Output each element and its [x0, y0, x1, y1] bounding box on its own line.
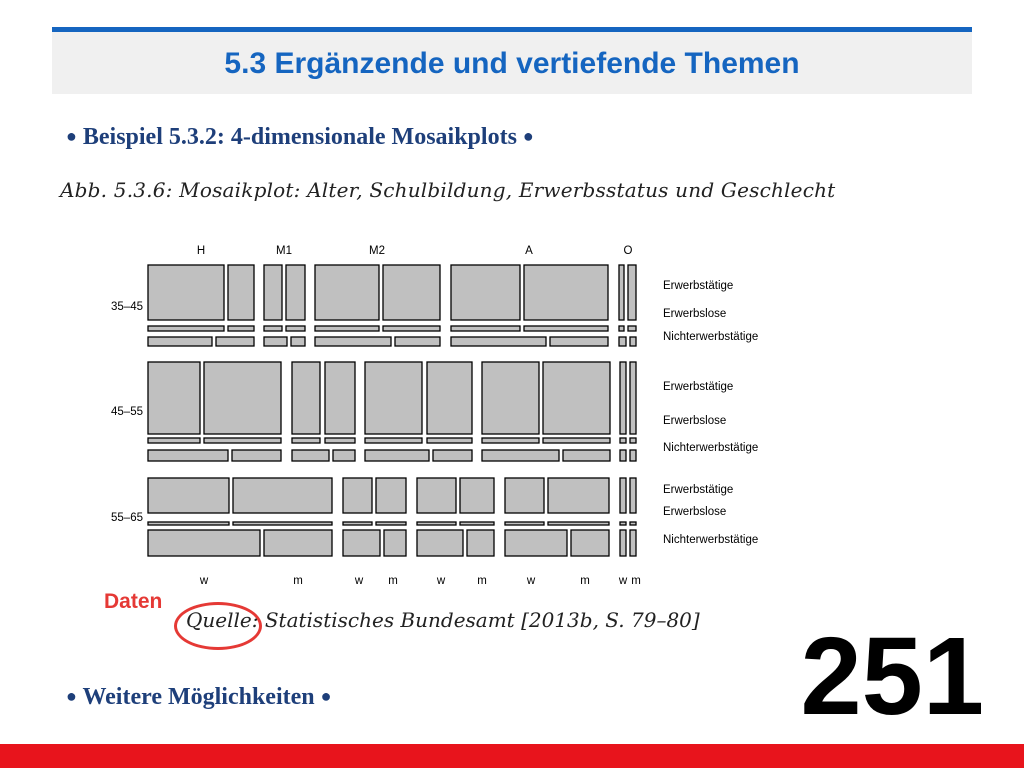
mosaic-tile [148, 265, 224, 320]
mosaic-tile [482, 450, 559, 461]
mosaic-tile [376, 478, 406, 513]
mosaic-status-label: Erwerbslose [663, 415, 727, 427]
mosaic-tile [343, 478, 372, 513]
mosaic-tile [630, 522, 636, 525]
mosaic-sex-label: m [293, 575, 303, 587]
mosaic-tile [383, 326, 440, 331]
mosaic-tile [264, 265, 282, 320]
mosaic-tile [292, 362, 320, 434]
mosaic-tile [433, 450, 472, 461]
mosaic-status-label: Nichterwerbstätige [663, 331, 759, 343]
mosaic-sex-label: m [631, 575, 641, 587]
mosaic-status-label: Erwerbslose [663, 506, 727, 518]
mosaic-tile [315, 337, 391, 346]
mosaic-status-label: Nichterwerbstätige [663, 442, 759, 454]
mosaic-tile [427, 362, 472, 434]
mosaic-sex-label: m [388, 575, 398, 587]
mosaic-tile [563, 450, 610, 461]
mosaic-tile [148, 450, 228, 461]
mosaic-tile [451, 326, 520, 331]
mosaic-tile [630, 438, 636, 443]
mosaic-tile [543, 362, 610, 434]
mosaic-tile [233, 478, 332, 513]
mosaic-tile [264, 326, 282, 331]
mosaic-tile [395, 337, 440, 346]
mosaic-tile [628, 265, 636, 320]
mosaic-tile [216, 337, 254, 346]
mosaic-tile [232, 450, 281, 461]
mosaic-sex-label: w [618, 575, 628, 587]
mosaic-sex-label: w [526, 575, 536, 587]
mosaic-tile [376, 522, 406, 525]
mosaic-tile [620, 438, 626, 443]
mosaic-tile [451, 265, 520, 320]
mosaic-col-label: A [525, 245, 533, 257]
mosaic-tile [630, 530, 636, 556]
mosaic-tile [524, 326, 608, 331]
mosaic-tile [524, 265, 608, 320]
mosaic-tile [619, 326, 624, 331]
bullet-example-text: Beispiel 5.3.2: 4-dimensionale Mosaikplots [82, 124, 517, 150]
mosaic-tile [548, 522, 609, 525]
bullet-more [66, 684, 332, 711]
bullet-dot-icon: ● [66, 126, 77, 146]
mosaic-tile [630, 478, 636, 513]
bullet-dot-icon: ● [320, 686, 332, 706]
mosaic-status-label: Erwerbstätige [663, 280, 734, 292]
page-number: 251 [800, 615, 984, 738]
mosaic-tile [630, 362, 636, 434]
mosaic-tile [482, 438, 539, 443]
figure-caption: Abb. 5.3.6: Mosaikplot: Alter, Schulbildung, Erwerbsstatus und Geschlecht [60, 178, 836, 202]
mosaic-status-label: Erwerbstätige [663, 381, 734, 393]
mosaic-tile [325, 362, 355, 434]
mosaic-tile [343, 522, 372, 525]
mosaic-tile [482, 362, 539, 434]
mosaic-tile [228, 265, 254, 320]
mosaic-tile [315, 326, 379, 331]
slide-title: 5.3 Ergänzende und vertiefende Themen [224, 47, 800, 80]
mosaic-tile [286, 265, 305, 320]
mosaic-col-label: O [623, 245, 633, 257]
mosaic-status-label: Erwerbstätige [663, 484, 734, 496]
mosaic-tile [204, 438, 281, 443]
mosaic-status-label: Nichterwerbstätige [663, 534, 759, 546]
mosaic-tile [505, 522, 544, 525]
mosaic-tile [333, 450, 355, 461]
mosaic-tile [620, 478, 626, 513]
mosaic-tile [505, 530, 567, 556]
mosaic-col-label: M1 [276, 245, 292, 257]
mosaic-tile [417, 478, 456, 513]
mosaic-sex-label: w [436, 575, 446, 587]
mosaic-tile [365, 362, 422, 434]
mosaic-tile [543, 438, 610, 443]
mosaic-status-label: Erwerbslose [663, 308, 727, 320]
mosaic-tile [204, 362, 281, 434]
mosaic-tile [264, 530, 332, 556]
mosaic-tile [292, 450, 329, 461]
mosaic-tile [148, 522, 229, 525]
mosaic-tile [365, 438, 422, 443]
mosaic-tile [264, 337, 287, 346]
mosaic-tile [343, 530, 380, 556]
bullet-dot-icon: ● [522, 126, 534, 146]
mosaic-tile [467, 530, 494, 556]
mosaic-tile [383, 265, 440, 320]
mosaic-row-label: 55–65 [111, 512, 143, 524]
mosaic-tile [620, 530, 626, 556]
mosaic-tile [630, 450, 636, 461]
mosaic-tile [384, 530, 406, 556]
mosaic-col-label: H [196, 245, 206, 257]
mosaic-tile [427, 438, 472, 443]
mosaic-tile [325, 438, 355, 443]
mosaic-tile [365, 450, 429, 461]
mosaic-tile [148, 478, 229, 513]
mosaic-tile [292, 438, 320, 443]
mosaic-tile [628, 326, 636, 331]
mosaic-tile [148, 326, 224, 331]
mosaic-tile [548, 478, 609, 513]
mosaic-row-label: 35–45 [111, 301, 143, 313]
mosaic-tile [630, 337, 636, 346]
mosaic-tile [505, 478, 544, 513]
mosaic-tile [417, 530, 463, 556]
bullet-dot-icon: ● [66, 686, 77, 706]
mosaic-tile [571, 530, 609, 556]
mosaic-tile [451, 337, 546, 346]
mosaic-tile [148, 337, 212, 346]
figure-source: Quelle: Statistisches Bundesamt [2013b, S. 79–80] [186, 608, 700, 632]
mosaic-tile [619, 337, 626, 346]
mosaic-tile [460, 478, 494, 513]
mosaic-tile [550, 337, 608, 346]
mosaic-sex-label: m [477, 575, 487, 587]
mosaic-tile [148, 530, 260, 556]
mosaic-tile [315, 265, 379, 320]
mosaic-sex-label: w [354, 575, 364, 587]
annotation-daten: Daten [104, 590, 163, 613]
footer-bar [0, 744, 1024, 768]
mosaic-tile [417, 522, 456, 525]
mosaic-tile [620, 362, 626, 434]
mosaic-tile [148, 362, 200, 434]
mosaic-tile [619, 265, 624, 320]
bullet-more-text: Weitere Möglichkeiten [82, 684, 315, 710]
mosaic-tile [291, 337, 305, 346]
mosaic-tile [620, 522, 626, 525]
mosaic-col-label: M2 [369, 245, 385, 257]
mosaic-sex-label: m [580, 575, 590, 587]
mosaic-tile [233, 522, 332, 525]
mosaic-tile [460, 522, 494, 525]
mosaic-row-label: 45–55 [111, 406, 143, 418]
mosaic-tile [620, 450, 626, 461]
mosaic-tile [148, 438, 200, 443]
mosaic-sex-label: w [199, 575, 209, 587]
mosaic-tile [286, 326, 305, 331]
mosaic-tile [228, 326, 254, 331]
